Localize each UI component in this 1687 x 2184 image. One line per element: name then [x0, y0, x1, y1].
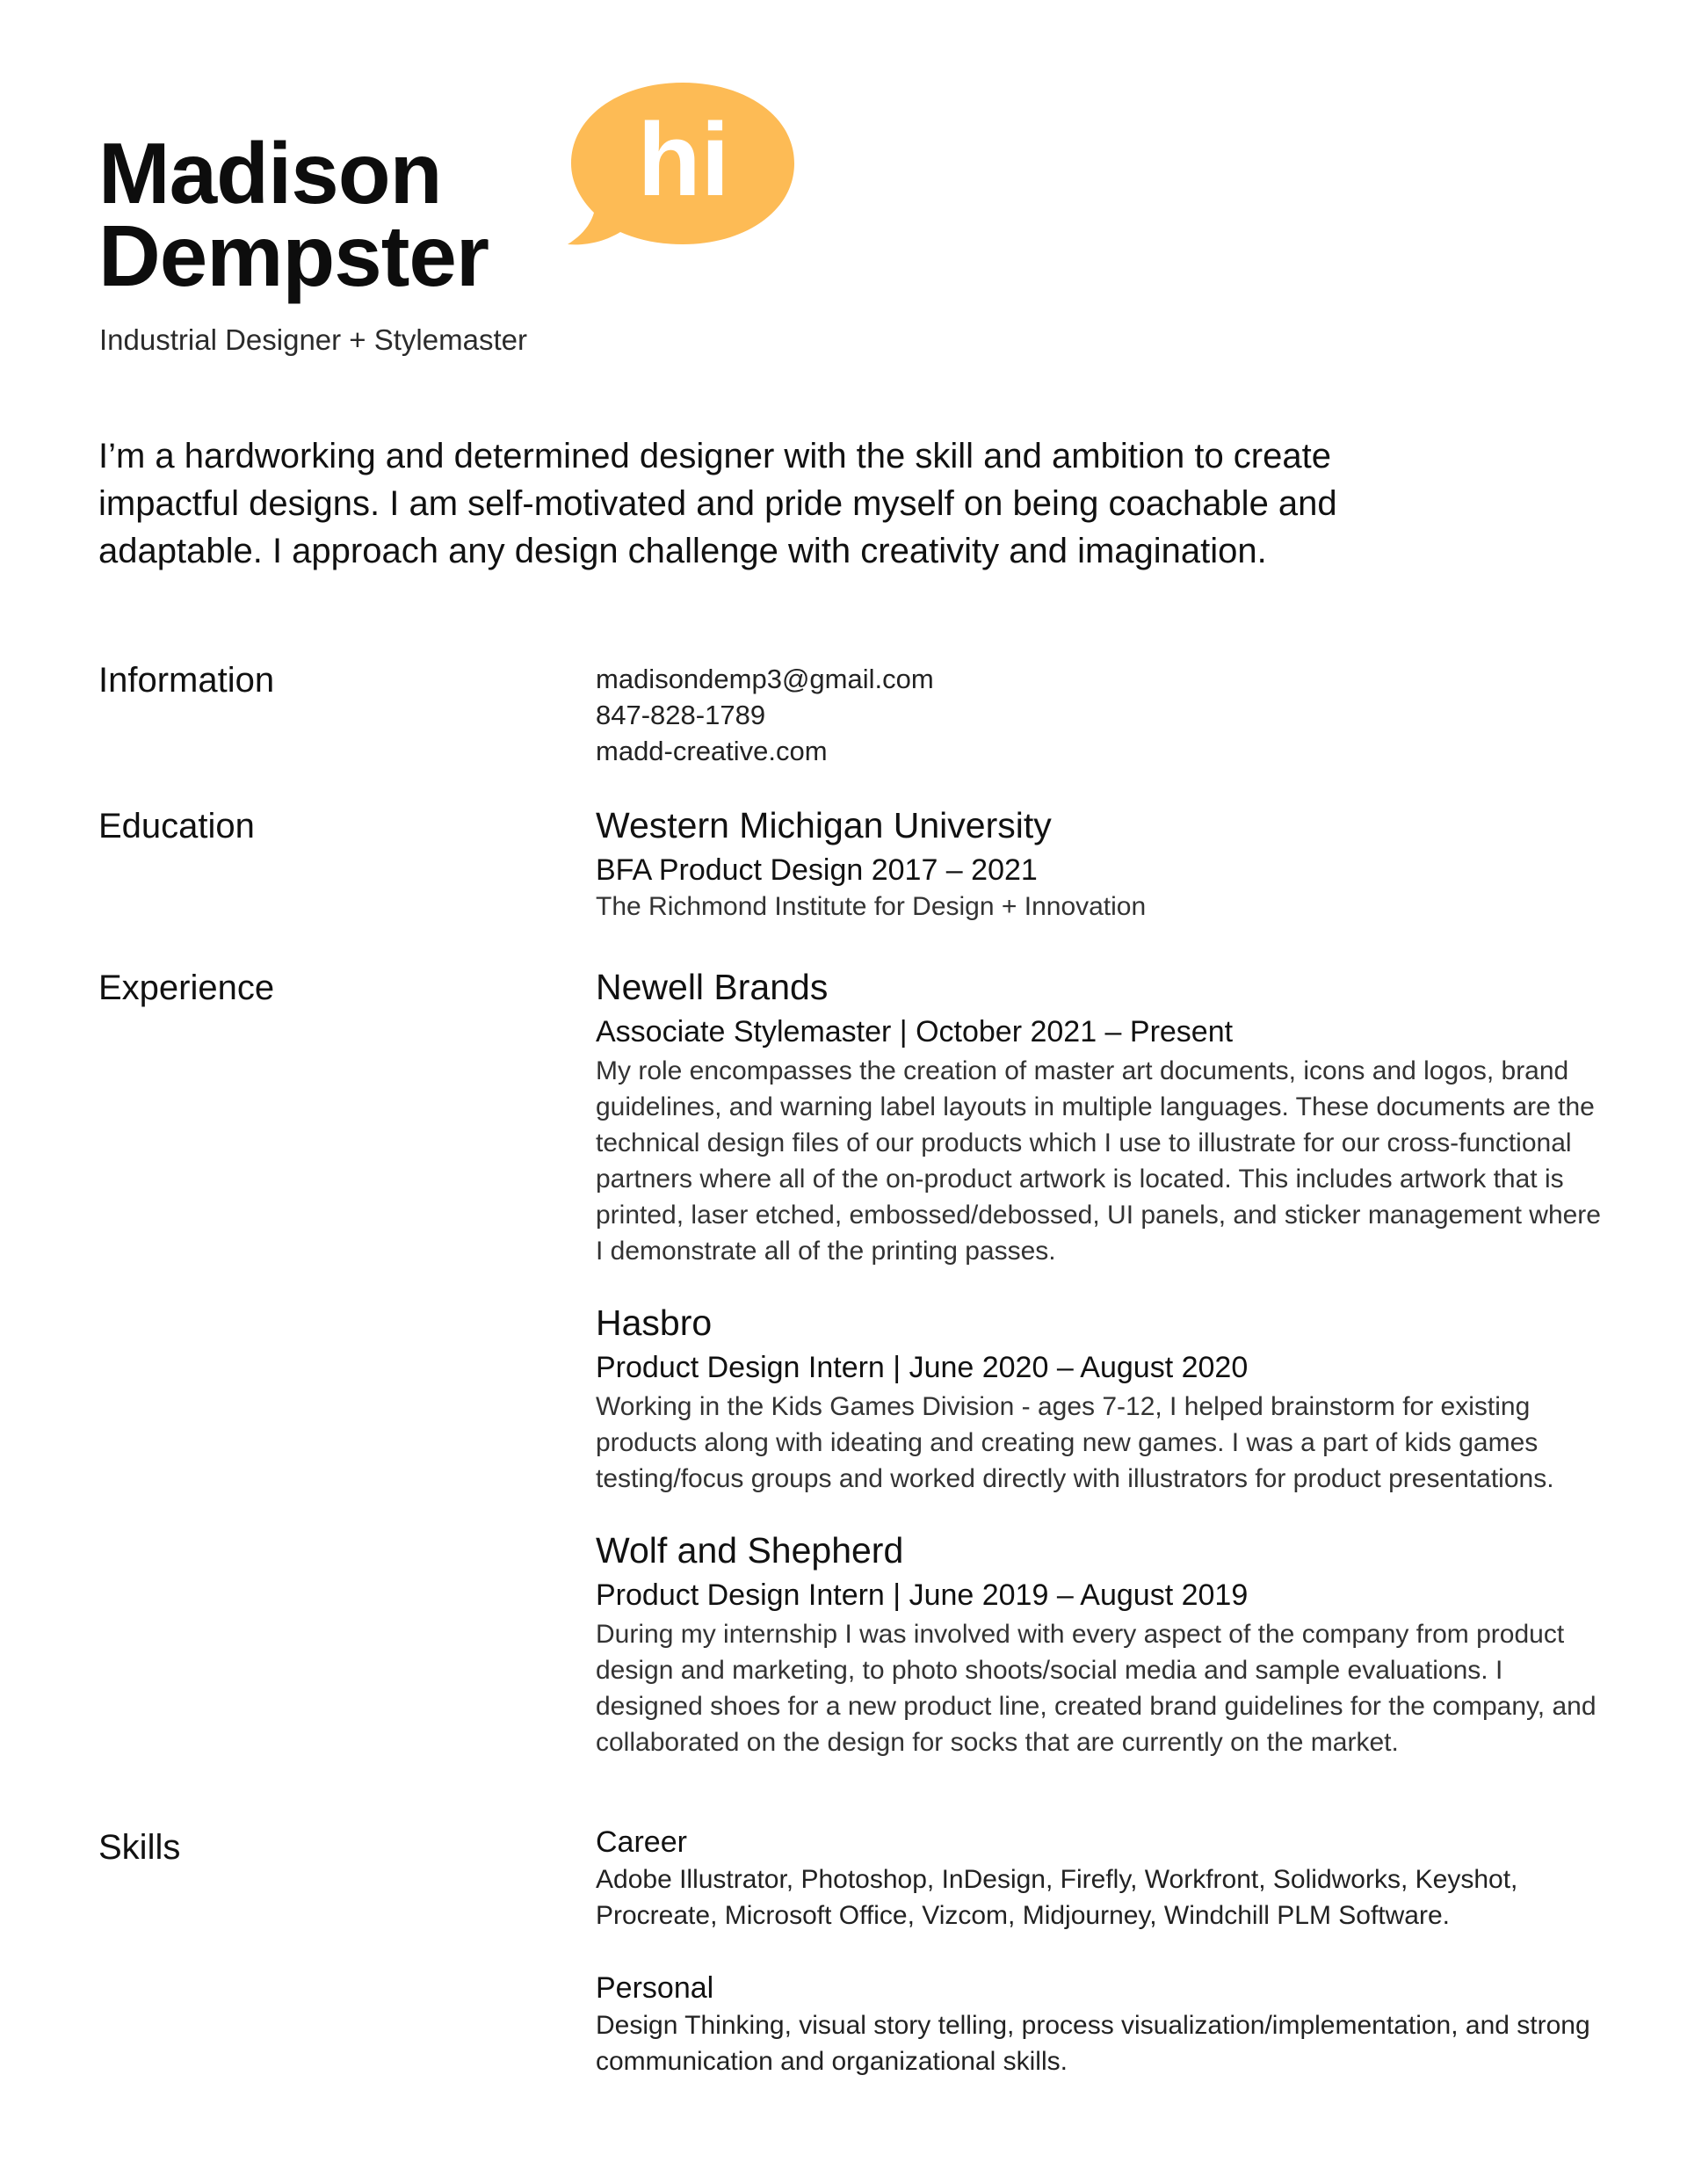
school-name: Western Michigan University	[596, 805, 1052, 845]
education-entry	[596, 803, 1606, 925]
skills-career-list: Adobe Illustrator, Photoshop, InDesign, Firefly, Workfront, Solidworks, Keyshot, Procreate, Microsoft Office, Vizcom, Midjourney, Windchill PLM Software.	[596, 1865, 1518, 1930]
company-name: Newell Brands	[596, 967, 829, 1007]
skills-personal-list: Design Thinking, visual story telling, process visualization/implementation, and strong communication and organizational skills.	[596, 2011, 1590, 2076]
contact-info	[596, 661, 1606, 769]
job-description: During my internship I was involved with every aspect of the company from product design and marketing, to photo shoots/social media and sample evaluations. I designed shoes for a new product line, created brand guidelines for the company, and collaborated on the design for socks that are currently on the market.	[596, 1620, 1596, 1757]
experience-list	[596, 965, 1606, 1792]
skills-personal-heading: Personal	[596, 1971, 714, 2005]
job-role: Product Design Intern | June 2020 – August 2020	[596, 1351, 1249, 1384]
degree: BFA Product Design 2017 – 2021	[596, 853, 1038, 887]
hi-speech-bubble-icon	[564, 77, 801, 262]
skills-career	[596, 1823, 1606, 1934]
first-name: Madison	[98, 125, 442, 221]
email-link[interactable]: madisondemp3@gmail.com	[596, 664, 934, 694]
phone-number: 847-828-1789	[596, 700, 766, 730]
skills-career-heading: Career	[596, 1825, 687, 1859]
section-label-skills: Skills	[98, 1828, 181, 1867]
skills-list	[596, 1823, 1606, 2079]
name-heading	[98, 125, 489, 304]
section-label-experience: Experience	[98, 969, 275, 1007]
job-entry	[596, 1528, 1606, 1760]
job-role: Associate Stylemaster | October 2021 – Present	[596, 1015, 1234, 1048]
last-name: Dempster	[98, 207, 489, 304]
bubble-text: hi	[637, 102, 730, 218]
job-title-subtitle: Industrial Designer + Stylemaster	[99, 323, 527, 356]
skills-personal	[596, 1969, 1606, 2079]
program-name: The Richmond Institute for Design + Innovation	[596, 892, 1147, 921]
company-name: Hasbro	[596, 1302, 713, 1343]
job-description: Working in the Kids Games Division - ages 7-12, I helped brainstorm for existing products along with ideating and creating new games. I was a part of kids games testing/focus groups and worked directly with illustrators for product presentations.	[596, 1392, 1554, 1493]
job-entry	[596, 965, 1606, 1269]
job-description: My role encompasses the creation of master art documents, icons and logos, brand guidelines, and warning label layouts in multiple languages. These documents are the technical design files of our products which I use to illustrate for our cross-functional partners where all of the on-product artwork is located. This includes artwork that is printed, laser etched, embossed/debossed, UI panels, and sticker management where I demonstrate all of the printing passes.	[596, 1056, 1601, 1266]
section-label-information: Information	[98, 661, 275, 700]
section-label-education: Education	[98, 807, 255, 845]
job-role: Product Design Intern | June 2019 – August 2019	[596, 1578, 1249, 1612]
intro-statement: I’m a hardworking and determined designer with the skill and ambition to create impactful designs. I am self-motivated and pride myself on being coachable and adaptable. I approach any design challenge with creativity and imagination.	[98, 437, 1337, 570]
company-name: Wolf and Shepherd	[596, 1530, 904, 1571]
website-link[interactable]: madd-creative.com	[596, 736, 828, 766]
job-entry	[596, 1301, 1606, 1497]
